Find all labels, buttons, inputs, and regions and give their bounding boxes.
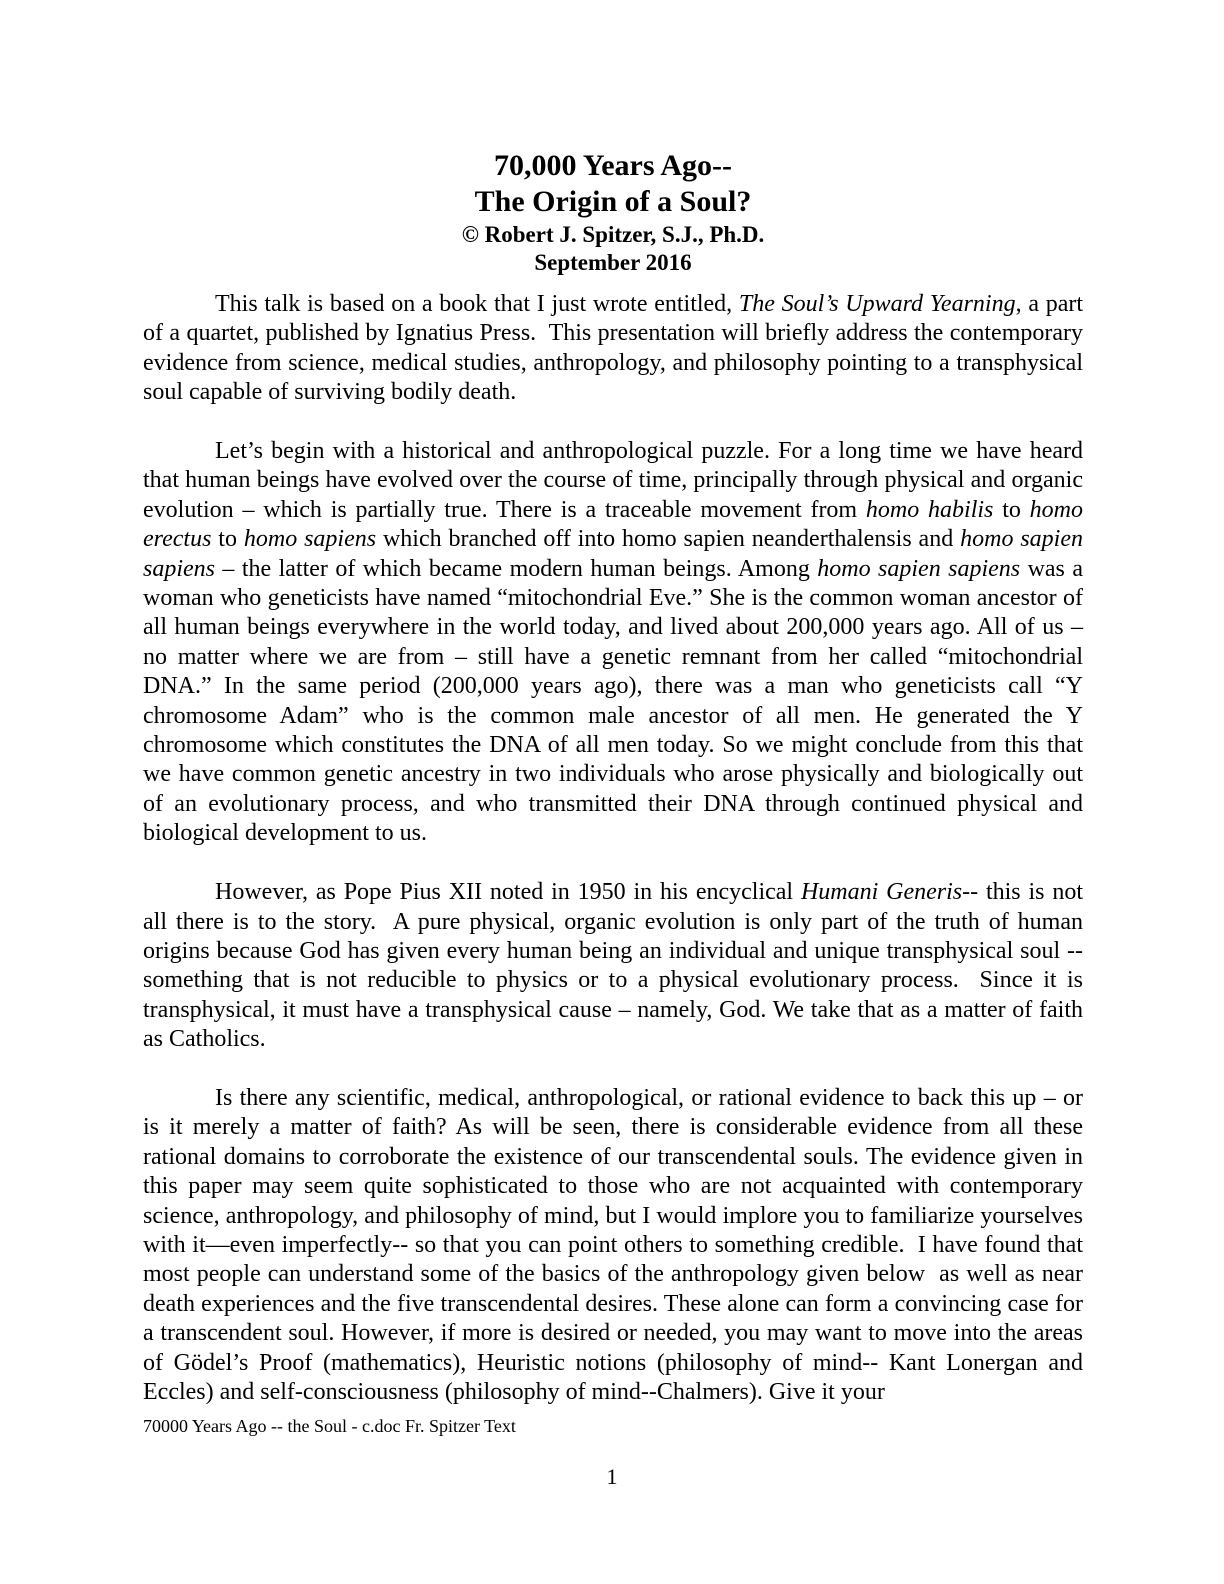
text-run: to xyxy=(211,526,244,553)
text-run: However, as Pope Pius XII noted in 1950 in his encyclical xyxy=(215,879,801,906)
text-run: homo sapien sapiens xyxy=(143,526,1089,582)
author-byline: © Robert J. Spitzer, S.J., Ph.D. xyxy=(461,222,765,247)
title-block xyxy=(143,148,1083,276)
text-run: was a woman who geneticists have named “mitochondrial Eve.” She is the common woman ancestor of all human beings everywhere in the world today, and lived about 200,000 years ago. All of us – no matter where we are from – still have a genetic remnant from her called “mitochondrial DNA.” In the same period (200,000 years ago), there was a man who geneticists call “Y chromosome Adam” who is the common male ancestor of all men. He generated the Y chromosome which constitutes the DNA of all men today. So we might conclude from this that we have common genetic ancestry in two individuals who arose physically and biologically out of an evolutionary process, and who transmitted their DNA through continued physical and biological development to us. xyxy=(143,555,1089,847)
text-run: homo sapiens xyxy=(243,526,377,553)
text-run: Let’s begin with a historical and anthropological puzzle. For a long time we have heard that human beings have evolved over the course of time, principally through physical and organic evolution – which is partially true. There is a traceable movement from xyxy=(143,438,1089,523)
paragraph-2 xyxy=(143,437,1089,849)
text-run: – the latter of which became modern human beings. Among xyxy=(215,555,818,582)
text-run: to xyxy=(993,496,1030,523)
paragraph-4 xyxy=(143,1084,1089,1407)
paragraph-3 xyxy=(143,878,1089,1054)
date-line: September 2016 xyxy=(534,250,692,275)
text-run: homo erectus xyxy=(143,496,1089,553)
document-body xyxy=(143,290,1090,1407)
paragraph-1 xyxy=(143,290,1090,408)
footer-filename: 70000 Years Ago -- the Soul - c.doc Fr. Spitzer Text xyxy=(143,1416,516,1436)
text-run: homo habilis xyxy=(865,496,994,523)
text-run: homo sapien sapiens xyxy=(817,555,1021,582)
text-run: which branched off into homo sapien neanderthalensis and xyxy=(376,526,961,553)
document-content xyxy=(143,148,1090,1407)
page-number: 1 xyxy=(606,1464,618,1489)
text-run: The Soul’s Upward Yearning xyxy=(738,291,1016,317)
text-run: -- this is not all there is to the story. A pure physical, organic evolution is only part of the truth of human origins because God has given every human being an individual and unique transphysical soul -- something that is not reducible to physics or to a physical evolutionary process. Since it is transphysical, it must have a transphysical cause – namely, God. We take that as a matter of faith as Catholics. xyxy=(143,879,1089,1053)
text-run: Is there any scientific, medical, anthropological, or rational evidence to back this up – or is it merely a matter of faith? As will be seen, there is considerable evidence from all these rational domains to corroborate the existence of our transcendental souls. The evidence given in this paper may seem quite sophisticated to those who are not acquainted with contemporary science, anthropology, and philosophy of mind, but I would implore you to familiarize yourselves with it—even imperfectly-- so that you can point others to something credible. I have found that most people can understand some of the basics of the anthropology given below as well as near death experiences and the five transcendental desires. These alone can form a convincing case for a transcendent soul. However, if more is desired or needed, you may want to move into the areas of Gödel’s Proof (mathematics), Heuristic notions (philosophy of mind-- Kant Lonergan and Eccles) and self-consciousness (philosophy of mind--Chalmers). Give it your xyxy=(143,1084,1089,1405)
text-run: , a part of a quartet, published by Ignatius Press. This presentation will briefly address the contemporary evidence from science, medical studies, anthropology, and philosophy pointing to a transphysical soul capable of surviving bodily death. xyxy=(143,291,1090,406)
text-run: This talk is based on a book that I just wrote entitled, xyxy=(215,291,739,317)
document-title-line-1: 70,000 Years Ago-- xyxy=(493,149,733,182)
document-title-line-2: The Origin of a Soul? xyxy=(474,185,752,218)
text-run: Humani Generis xyxy=(800,879,963,906)
